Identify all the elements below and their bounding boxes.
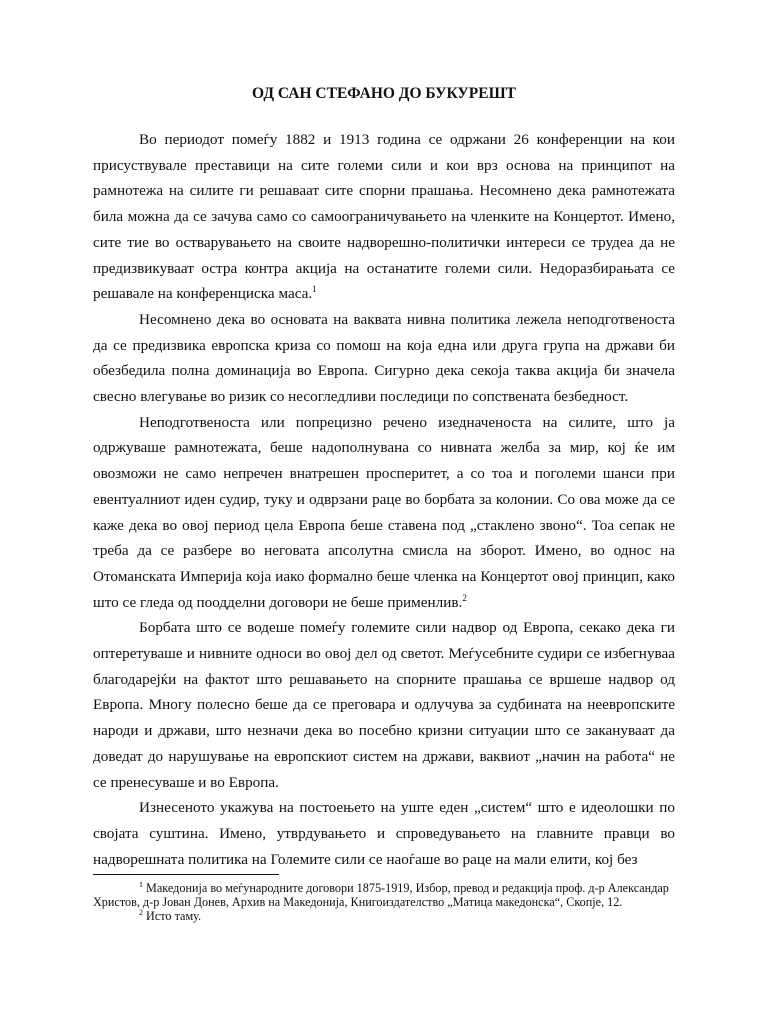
- footnote: [93, 909, 675, 923]
- footnote-number: 1: [139, 879, 143, 889]
- paragraph-text: Несомнено дека во основата на ваквата нивна политика лежела неподготвеноста да се предизвика европска криза со помош на која една или друга група на држави би обезбедила полна доминација во Европа. Сигурно дека секоја таква акција би значела свесно влегување во ризик со несогледливи последици по сопствената безбедност.: [93, 310, 675, 406]
- document-title: ОД САН СТЕФАНО ДО БУКУРЕШТ: [252, 85, 516, 102]
- paragraph: [93, 795, 675, 872]
- footnote: [93, 881, 675, 909]
- footnote-text: Исто таму.: [146, 909, 202, 923]
- paragraph-text: Изнесеното укажува на постоењето на уште еден „систем“ што е идеолошки по својата суштина. Имено, утврдувањето и спроведувањето на главните правци во надворешната политика на Големите сили се наоѓаше во раце на мали елити, кој без: [93, 799, 675, 868]
- paragraph: [93, 410, 675, 616]
- paragraph: [93, 615, 675, 795]
- document-page: [93, 84, 675, 872]
- footnote-reference: 1: [312, 284, 317, 295]
- paragraph-text: Во периодот помеѓу 1882 и 1913 година се одржани 26 конференции на кои присуствувале преставици на сите големи сили и кои врз основа на принципот на рамнотежа на силите ги решаваат сите спорни прашања. Несомнено дека рамнотежата била можна да се зачува само со самоограничувањето на членките на Концертот. Имено, сите тие во остварувањето на своите надворешно-политички интереси се трудеа да не предизвикуваат остра контра акција на останатите големи сили. Недоразбирањата се решавале на конференциска маса.: [93, 131, 675, 303]
- footnote-reference: 2: [462, 592, 467, 603]
- footnote-number: 2: [139, 907, 143, 917]
- paragraph-text: Неподготвеноста или попрецизно речено изедначеноста на силите, што ја одржуваше рамнотежата, беше надополнувана со нивната желба за мир, кој ќе им овозможи не само непречен внатрешен просперитет, а со тоа и поголеми шанси при евентуалниот иден судир, туку и одврзани раце во борбата за колонии. Со ова може да се каже дека во овој период цела Европа беше ставена под „стаклено звоно“. Тоа сепак не треба да се разбере во неговата апсолутна смисла на зборот. Имено, во однос на Отоманската Империја која иако формално беше членка на Концертот овој принцип, како што се гледа од поодделни договори не беше применлив.: [93, 413, 675, 611]
- paragraph: [93, 127, 675, 307]
- paragraph: [93, 307, 675, 410]
- footnotes-section: [93, 874, 675, 923]
- footnote-text: Македонија во меѓународните договори 1875-1919, Избор, превод и редакција проф. д-р Александар Христов, д-р Јован Донев, Архив на Македонија, Книгоиздателство „Матица македонска“, Скопје, 12.: [93, 881, 669, 909]
- footnote-separator: [93, 874, 279, 875]
- paragraph-text: Борбата што се водеше помеѓу големите сили надвор од Европа, секако дека ги оптеретуваше и нивните односи во овој дел од светот. Меѓусебните судири се избегнуваа благодарејќи на фактот што решавањето на спорните прашања се вршеше надвор од Европа. Многу полесно беше да се преговара и одлучува за судбината на неевропските народи и држави, што незначи дека во посебно кризни ситуации што се закануваат да доведат до нарушување на европскиот систем на држави, ваквиот „начин на работа“ не се пренесуваше и во Европа.: [93, 619, 675, 791]
